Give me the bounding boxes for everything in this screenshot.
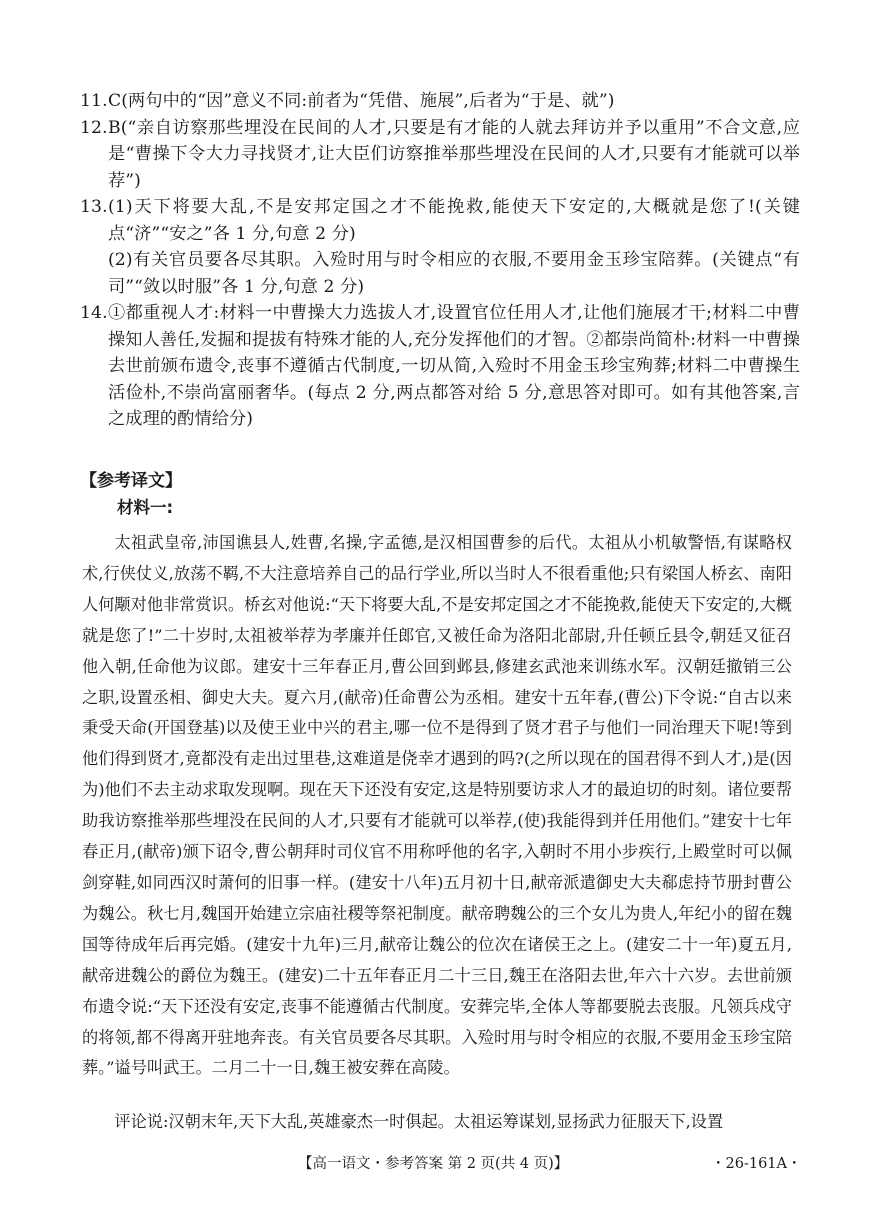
answer-13-part-2: (2)有关官员要各尽其职。入殓时用与时令相应的衣服,不要用金玉珍宝陪葬。(关键点“有司”“敛以时服”各 1 分,句意 2 分) <box>108 250 800 297</box>
answer-12 <box>80 115 800 195</box>
answer-text: C(两句中的“因”意义不同:前者为“凭借、施展”,后者为“于是、就”) <box>108 91 615 111</box>
translation-text <box>82 528 792 1084</box>
answer-text: ①都重视人才:材料一中曹操大力选拔人才,设置官位任用人才,让他们施展才干;材料二中曹操知人善任,发掘和提拔有特殊才能的人,充分发挥他们的才智。②都崇尚简朴:材料一中曹操去世前颁布遗令,丧事不遵循古代制度,一切从简,入殓时不用金玉珍宝殉葬;材料二中曹操生活俭朴,不崇尚富丽奢华。(每点 2 分,两点都答对给 5 分,意思答对即可。如有其他答案,言之成理的酌情给分) <box>108 303 800 429</box>
answer-14 <box>80 300 800 433</box>
footer-code: ・26-161A・ <box>711 1156 802 1172</box>
comment-paragraph: 评论说:汉朝末年,天下大乱,英雄豪杰一时俱起。太祖运筹谋划,显扬武力征服天下,设置 <box>114 1112 724 1131</box>
answer-body <box>108 194 800 300</box>
answer-key <box>80 88 800 433</box>
answer-number: 14. <box>80 303 108 323</box>
section-title: 【参考译文】 <box>80 471 182 491</box>
answer-text: B(“亲自访察那些埋没在民间的人才,只要是有才能的人就去拜访并予以重用”不合文意,应是“曹操下令大力寻找贤才,让大臣们访察推举那些埋没在民间的人才,只要有才能就可以举荐”) <box>108 117 800 191</box>
answer-13-part-1: (1)天下将要大乱,不是安邦定国之才不能挽救,能使天下安定的,大概就是您了!(关键点“济”“安之”各 1 分,句意 2 分) <box>108 197 800 244</box>
page-footer <box>0 1151 870 1177</box>
answer-number: 13. <box>80 197 108 217</box>
material-label: 材料一: <box>117 498 174 517</box>
answer-11 <box>80 88 800 115</box>
answer-number: 11. <box>80 91 108 111</box>
footer-page-info: 【高一语文・参考答案 第 2 页(共 4 页)】 <box>298 1156 569 1172</box>
answer-13 <box>80 194 800 300</box>
comment-text <box>82 1107 792 1137</box>
translation-paragraph: 太祖武皇帝,沛国谯县人,姓曹,名操,字孟德,是汉相国曹参的后代。太祖从小机敏警悟,有谋略权术,行侠仗义,放荡不羁,不大注意培养自己的品行学业,所以当时人不很看重他;只有梁国人桥玄、南阳人何颙对他非常赏识。桥玄对他说:“天下将要大乱,不是安邦定国之才不能挽救,能使天下安定的,大概就是您了!”二十岁时,太祖被举荐为孝廉并任郎官,又被任命为洛阳北部尉,升任顿丘县令,朝廷又征召他入朝,任命他为议郎。建安十三年春正月,曹公回到邺县,修建玄武池来训练水军。汉朝廷撤销三公之职,设置丞相、御史大夫。夏六月,(献帝)任命曹公为丞相。建安十五年春,(曹公)下令说:“自古以来秉受天命(开国登基)以及使王业中兴的君主,哪一位不是得到了贤才君子与他们一同治理天下呢!等到他们得到贤才,竟都没有走出过里巷,这难道是侥幸才遇到的吗?(之所以现在的国君得不到人才,)是(因为)他们不去主动求取发现啊。现在天下还没有安定,这是特别要访求人才的最迫切的时刻。诸位要帮助我访察推举那些埋没在民间的人才,只要有才能就可以举荐,(使)我能得到并任用他们。”建安十七年春正月,(献帝)颁下诏令,曹公朝拜时司仪官不用称呼他的名字,入朝时不用小步疾行,上殿堂时可以佩剑穿鞋,如同西汉时萧何的旧事一样。(建安十八年)五月初十日,献帝派遣御史大夫郗虑持节册封曹公为魏公。秋七月,魏国开始建立宗庙社稷等祭祀制度。献帝聘魏公的三个女儿为贵人,年纪小的留在魏国等待成年后再完婚。(建安十九年)三月,献帝让魏公的位次在诸侯王之上。(建安二十一年)夏五月,献帝进魏公的爵位为魏王。(建安)二十五年春正月二十三日,魏王在洛阳去世,年六十六岁。去世前颁布遗令说:“天下还没有安定,丧事不能遵循古代制度。安葬完毕,全体人等都要脱去丧服。凡领兵戍守的将领,都不得离开驻地奔丧。有关官员要各尽其职。入殓时用与时令相应的衣服,不要用金玉珍宝陪葬。”谥号叫武王。二月二十一日,魏王被安葬在高陵。 <box>82 533 792 1078</box>
answer-number: 12. <box>80 117 108 138</box>
